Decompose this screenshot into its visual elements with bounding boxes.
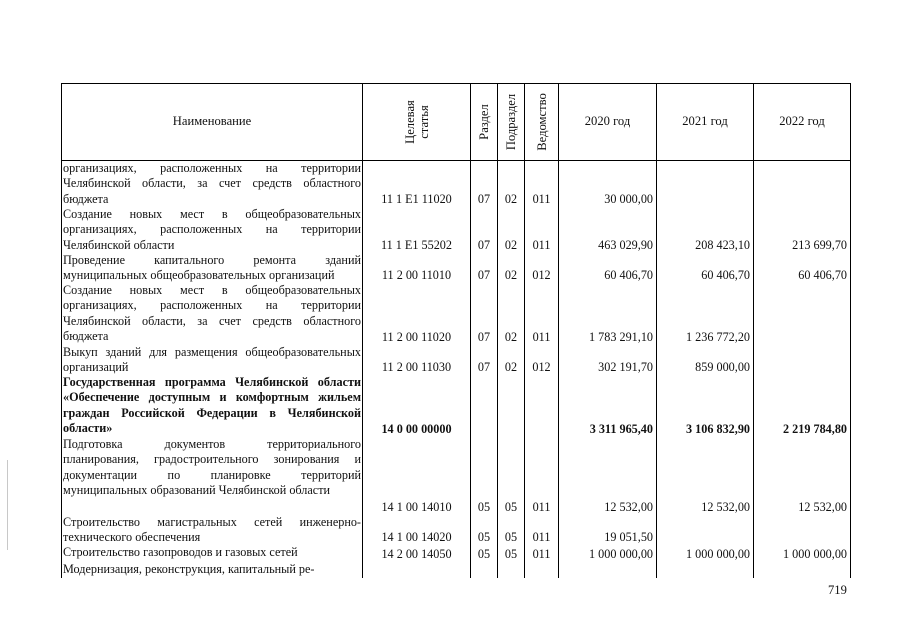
- row-subsection: 05: [504, 546, 518, 561]
- row-department: 011: [532, 191, 551, 206]
- row-department-cell: [525, 375, 559, 437]
- row-value-2022: 12 532,00: [798, 499, 847, 514]
- row-value-2021-cell: [657, 515, 754, 545]
- row-value-2021-cell: [657, 161, 754, 207]
- row-code-cell: [363, 375, 471, 437]
- row-department: 011: [532, 546, 551, 561]
- row-value-2020: 19 051,50: [604, 529, 653, 544]
- row-section: 05: [477, 529, 491, 544]
- row-subsection-cell: [498, 545, 525, 562]
- row-name-cell: [61, 345, 363, 375]
- row-name: Модернизация, реконструкция, капитальный ре-: [63, 562, 315, 576]
- row-department: 011: [532, 329, 551, 344]
- row-subsection: 05: [504, 529, 518, 544]
- row-value-2022-cell: [754, 545, 851, 562]
- row-value-2021-cell: [657, 437, 754, 515]
- row-code-cell: [363, 437, 471, 515]
- row-section-cell: [471, 515, 498, 545]
- row-value-2020-cell: [559, 562, 657, 578]
- table-row: [61, 283, 851, 345]
- row-value-2020-cell: [559, 207, 657, 253]
- row-value-2020: 302 191,70: [598, 359, 653, 374]
- row-value-2021: 208 423,10: [695, 237, 750, 252]
- row-code: 11 1 E1 55202: [381, 237, 452, 252]
- row-section: 07: [477, 329, 491, 344]
- row-subsection-cell: [498, 345, 525, 375]
- header-subsection: Подраздел: [498, 84, 525, 160]
- row-section-cell: [471, 207, 498, 253]
- row-name-cell: [61, 545, 363, 562]
- row-value-2021-cell: [657, 545, 754, 562]
- header-department: Ведомство: [525, 84, 559, 160]
- row-value-2021-cell: [657, 207, 754, 253]
- row-department: 011: [532, 237, 551, 252]
- row-value-2021-cell: [657, 283, 754, 345]
- table-header: [61, 83, 851, 161]
- page-number: 719: [828, 583, 847, 597]
- row-code-cell: [363, 345, 471, 375]
- row-value-2022-cell: [754, 207, 851, 253]
- row-name-cell: [61, 375, 363, 437]
- row-value-2022-cell: [754, 562, 851, 578]
- row-section: 05: [477, 546, 491, 561]
- row-department-cell: [525, 345, 559, 375]
- row-value-2020-cell: [559, 161, 657, 207]
- header-section: Раздел: [471, 84, 498, 160]
- row-section: 07: [477, 359, 491, 374]
- row-value-2021-cell: [657, 345, 754, 375]
- row-department-cell: [525, 562, 559, 578]
- row-subsection: 05: [504, 499, 518, 514]
- row-value-2020: 12 532,00: [604, 499, 653, 514]
- row-department: 011: [532, 529, 551, 544]
- row-section-cell: [471, 283, 498, 345]
- row-section-cell: [471, 545, 498, 562]
- row-name-cell: [61, 562, 363, 578]
- row-subsection-cell: [498, 437, 525, 515]
- row-section-cell: [471, 562, 498, 578]
- row-department-cell: [525, 437, 559, 515]
- row-value-2020-cell: [559, 437, 657, 515]
- row-name: Выкуп зданий для размещения общеобразовательных организаций: [63, 345, 361, 375]
- row-name-cell: [61, 515, 363, 545]
- row-name: Государственная программа Челябинской области «Обеспечение доступным и комфортным жильем граждан Российской Федерации в Челябинской области»: [63, 375, 361, 436]
- row-department-cell: [525, 253, 559, 283]
- row-section-cell: [471, 437, 498, 515]
- row-value-2022-cell: [754, 515, 851, 545]
- row-name: Создание новых мест в общеобразовательных организациях, расположенных на территории Челябинской области, за счет средств областного бюджета: [63, 283, 361, 344]
- header-name: Наименование: [61, 84, 363, 160]
- row-code: 11 2 00 11020: [381, 329, 452, 344]
- row-value-2021-cell: [657, 375, 754, 437]
- table-row: [61, 207, 851, 253]
- row-subsection: 02: [504, 237, 518, 252]
- row-section: 07: [477, 237, 491, 252]
- row-code: 11 1 E1 11020: [381, 191, 452, 206]
- row-value-2020-cell: [559, 283, 657, 345]
- row-code-cell: [363, 515, 471, 545]
- row-section-cell: [471, 253, 498, 283]
- row-subsection-cell: [498, 253, 525, 283]
- row-code: 14 1 00 14010: [381, 499, 452, 514]
- row-name: Создание новых мест в общеобразовательных организациях, расположенных на территории Челябинской области: [63, 207, 361, 252]
- row-section: 07: [477, 191, 491, 206]
- row-section: 05: [477, 499, 491, 514]
- row-subsection: 02: [504, 267, 518, 282]
- row-value-2020-cell: [559, 545, 657, 562]
- row-department-cell: [525, 515, 559, 545]
- row-value-2020: 3 311 965,40: [589, 421, 653, 436]
- row-value-2022-cell: [754, 283, 851, 345]
- row-value-2020-cell: [559, 375, 657, 437]
- row-subsection-cell: [498, 161, 525, 207]
- row-section-cell: [471, 161, 498, 207]
- row-value-2021: 1 236 772,20: [686, 329, 750, 344]
- row-department-cell: [525, 283, 559, 345]
- row-department-cell: [525, 207, 559, 253]
- row-value-2021-cell: [657, 253, 754, 283]
- table-row: [61, 161, 851, 207]
- table-row: [61, 437, 851, 515]
- row-value-2022-cell: [754, 161, 851, 207]
- row-subsection-cell: [498, 515, 525, 545]
- row-value-2021: 60 406,70: [701, 267, 750, 282]
- header-year-2022: 2022 год: [754, 84, 851, 160]
- row-value-2020-cell: [559, 253, 657, 283]
- row-code-cell: [363, 207, 471, 253]
- table-row: [61, 375, 851, 437]
- row-department: 012: [532, 267, 551, 282]
- row-value-2022: 60 406,70: [798, 267, 847, 282]
- row-department: 012: [532, 359, 551, 374]
- row-value-2021: 12 532,00: [701, 499, 750, 514]
- row-name: Строительство газопроводов и газовых сетей: [63, 545, 298, 559]
- budget-table: [61, 83, 851, 578]
- row-code-cell: [363, 161, 471, 207]
- header-year-2020: 2020 год: [559, 84, 657, 160]
- row-value-2022: 213 699,70: [792, 237, 847, 252]
- header-target-article: Целевая статья: [363, 84, 471, 160]
- row-name-cell: [61, 283, 363, 345]
- row-name-cell: [61, 437, 363, 515]
- row-value-2021: 859 000,00: [695, 359, 750, 374]
- row-code: 11 2 00 11030: [381, 359, 452, 374]
- row-subsection-cell: [498, 375, 525, 437]
- table-body: [61, 161, 851, 578]
- row-name-cell: [61, 161, 363, 207]
- left-margin-mark: [7, 460, 8, 550]
- row-value-2022-cell: [754, 253, 851, 283]
- row-value-2022-cell: [754, 437, 851, 515]
- row-code: 14 2 00 14050: [381, 546, 452, 561]
- row-value-2020-cell: [559, 345, 657, 375]
- row-code-cell: [363, 253, 471, 283]
- row-name: Подготовка документов территориального планирования, градостроительного зонирования и документации по планировке территорий муниципальных образований Челябинской области: [63, 437, 361, 498]
- row-name: Строительство магистральных сетей инженерно-технического обеспечения: [63, 515, 361, 545]
- row-code-cell: [363, 545, 471, 562]
- row-subsection-cell: [498, 562, 525, 578]
- row-subsection-cell: [498, 207, 525, 253]
- row-value-2022-cell: [754, 375, 851, 437]
- row-code-cell: [363, 283, 471, 345]
- row-subsection: 02: [504, 191, 518, 206]
- row-section-cell: [471, 375, 498, 437]
- row-value-2020: 1 783 291,10: [589, 329, 653, 344]
- row-department: 011: [532, 499, 551, 514]
- row-value-2022: 1 000 000,00: [783, 546, 847, 561]
- row-value-2022: 2 219 784,80: [783, 421, 847, 436]
- table-row: [61, 545, 851, 562]
- row-section: 07: [477, 267, 491, 282]
- row-code-cell: [363, 562, 471, 578]
- row-value-2020: 60 406,70: [604, 267, 653, 282]
- row-value-2020: 463 029,90: [598, 237, 653, 252]
- row-value-2020: 30 000,00: [604, 191, 653, 206]
- table-row: [61, 562, 851, 578]
- row-value-2022-cell: [754, 345, 851, 375]
- row-value-2021-cell: [657, 562, 754, 578]
- table-row: [61, 253, 851, 283]
- row-name-cell: [61, 207, 363, 253]
- row-value-2020: 1 000 000,00: [589, 546, 653, 561]
- row-section-cell: [471, 345, 498, 375]
- row-code: 14 0 00 00000: [381, 421, 452, 436]
- row-name: Проведение капитального ремонта зданий муниципальных общеобразовательных организаций: [63, 253, 361, 283]
- header-year-2021: 2021 год: [657, 84, 754, 160]
- row-name-cell: [61, 253, 363, 283]
- table-row: [61, 515, 851, 545]
- row-code: 11 2 00 11010: [381, 267, 452, 282]
- row-value-2020-cell: [559, 515, 657, 545]
- table-row: [61, 345, 851, 375]
- row-name: организациях, расположенных на территории Челябинской области, за счет средств областного бюджета: [63, 161, 361, 206]
- row-code: 14 1 00 14020: [381, 529, 452, 544]
- row-value-2021: 3 106 832,90: [686, 421, 750, 436]
- row-subsection: 02: [504, 329, 518, 344]
- row-subsection: 02: [504, 359, 518, 374]
- row-department-cell: [525, 545, 559, 562]
- row-subsection-cell: [498, 283, 525, 345]
- row-department-cell: [525, 161, 559, 207]
- row-value-2021: 1 000 000,00: [686, 546, 750, 561]
